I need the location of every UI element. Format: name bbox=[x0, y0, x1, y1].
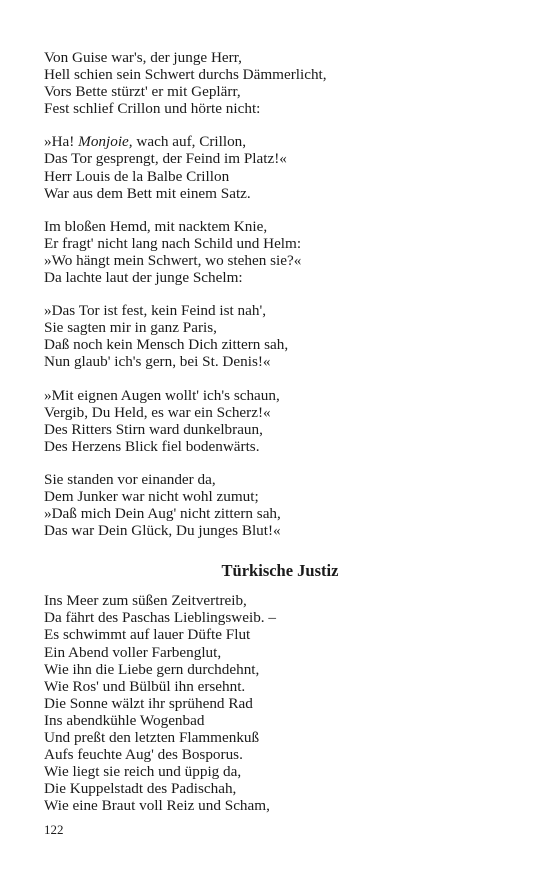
verse-line: Da lachte laut der junge Schelm: bbox=[44, 269, 243, 287]
verse-line: Des Herzens Blick fiel bodenwärts. bbox=[44, 437, 260, 455]
verse-line bbox=[44, 133, 514, 150]
verse-line: Und preßt den letzten Flammenkuß bbox=[44, 729, 260, 746]
poem-stanza-5 bbox=[44, 387, 514, 455]
verse-line: Fest schlief Crillon und hörte nicht: bbox=[44, 100, 261, 118]
verse-line: Hell schien sein Schwert durchs Dämmerlicht, bbox=[44, 66, 327, 84]
verse-line: Des Ritters Stirn ward dunkelbraun, bbox=[44, 420, 263, 438]
verse-line: »Das Tor ist fest, kein Feind ist nah', bbox=[44, 302, 267, 320]
verse-line: Das Tor gesprengt, der Feind im Platz!« bbox=[44, 150, 287, 168]
verse-line: Vors Bette stürzt' er mit Geplärr, bbox=[44, 83, 241, 101]
page-number: 122 bbox=[44, 822, 64, 837]
verse-line: Daß noch kein Mensch Dich zittern sah, bbox=[44, 336, 289, 354]
verse-fragment: wach auf, Crillon, bbox=[132, 133, 247, 151]
verse-line: Die Kuppelstadt des Padischah, bbox=[44, 780, 237, 798]
poem-stanza-6 bbox=[44, 471, 514, 539]
verse-line: Aufs feuchte Aug' des Bosporus. bbox=[44, 746, 243, 764]
verse-line: Es schwimmt auf lauer Düfte Flut bbox=[44, 626, 251, 644]
verse-line: Die Sonne wälzt ihr sprühend Rad bbox=[44, 694, 253, 712]
poem-2-body bbox=[44, 592, 514, 814]
verse-line: Ins Meer zum süßen Zeitvertreib, bbox=[44, 592, 247, 610]
verse-line: War aus dem Bett mit einem Satz. bbox=[44, 184, 251, 202]
verse-line: Wie eine Braut voll Reiz und Scham, bbox=[44, 797, 270, 815]
poem-stanza-2 bbox=[44, 133, 514, 201]
poem-stanza-4 bbox=[44, 302, 514, 370]
verse-line: Wie Ros' und Bülbül ihn ersehnt. bbox=[44, 677, 246, 695]
verse-line: Im bloßen Hemd, mit nacktem Knie, bbox=[44, 217, 268, 235]
verse-line: »Wo hängt mein Schwert, wo stehen sie?« bbox=[44, 251, 302, 269]
verse-line: Da fährt des Paschas Lieblingsweib. – bbox=[44, 609, 276, 627]
verse-line: Nun glaub' ich's gern, bei St. Denis!« bbox=[44, 353, 271, 371]
poem-stanza-1 bbox=[44, 49, 514, 117]
verse-line: Ins abendkühle Wogenbad bbox=[44, 711, 205, 729]
verse-line: Von Guise war's, der junge Herr, bbox=[44, 49, 242, 66]
italic-word: Monjoie, bbox=[78, 133, 133, 151]
verse-line: Herr Louis de la Balbe Crillon bbox=[44, 167, 230, 185]
verse-line: Sie standen vor einander da, bbox=[44, 470, 216, 488]
verse-line: Wie liegt sie reich und üppig da, bbox=[44, 763, 242, 781]
poem-stanza-3 bbox=[44, 218, 514, 286]
verse-fragment: »Ha! bbox=[44, 133, 79, 151]
verse-line: »Daß mich Dein Aug' nicht zittern sah, bbox=[44, 505, 281, 523]
verse-line: Das war Dein Glück, Du junges Blut!« bbox=[44, 522, 281, 540]
verse-line: Wie ihn die Liebe gern durchdehnt, bbox=[44, 660, 260, 678]
poem-title: Türkische Justiz bbox=[221, 561, 339, 581]
verse-line: »Mit eignen Augen wollt' ich's schaun, bbox=[44, 386, 280, 404]
verse-line: Dem Junker war nicht wohl zumut; bbox=[44, 487, 259, 505]
book-page bbox=[44, 49, 514, 830]
verse-line: Ein Abend voller Farbenglut, bbox=[44, 643, 222, 661]
verse-line: Sie sagten mir in ganz Paris, bbox=[44, 319, 217, 337]
verse-line: Er fragt' nicht lang nach Schild und Helm: bbox=[44, 234, 302, 252]
verse-line: Vergib, Du Held, es war ein Scherz!« bbox=[44, 403, 271, 421]
